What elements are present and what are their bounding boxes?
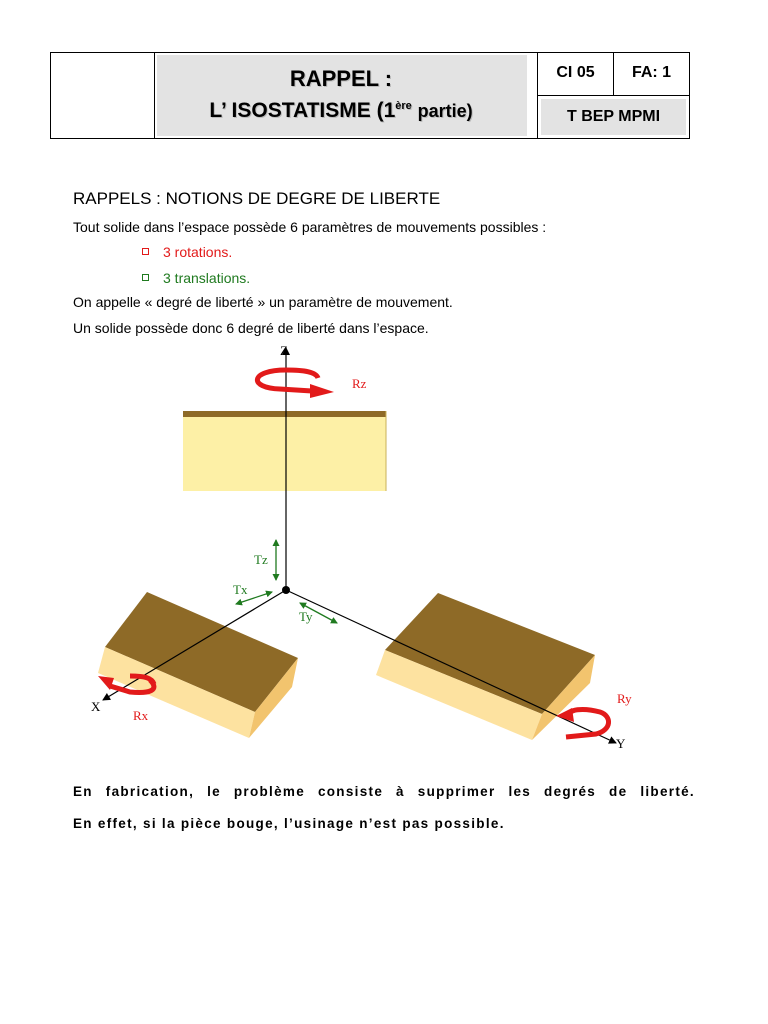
tz-label: Tz (254, 552, 268, 567)
intro-text: Tout solide dans l’espace possède 6 paramètres de mouvements possibles : (73, 219, 547, 235)
bullet-translations-text: 3 translations. (163, 270, 251, 286)
left-block (98, 592, 298, 738)
title-superscript: ère (395, 100, 412, 112)
x-axis-label: X (91, 699, 101, 714)
section-heading: RAPPELS : NOTIONS DE DEGRE DE LIBERTE (73, 189, 441, 208)
title-line-1: RAPPEL : (289, 66, 393, 91)
machining-statement: En effet, si la pièce bouge, l’usinage n’est pas possible. (73, 816, 505, 831)
z-axis-label: Z (280, 343, 288, 358)
rz-rotation-arrow (257, 370, 334, 398)
y-axis-label: Y (616, 736, 626, 751)
ci-cell: CI 05 (538, 53, 614, 96)
tx-label: Tx (233, 582, 248, 597)
title-line-2-main: L’ ISOSTATISME (1 (209, 99, 396, 122)
fa-cell: FA: 1 (614, 53, 689, 96)
title-line-2-end: partie) (417, 101, 473, 121)
ty-label: Ty (299, 609, 313, 624)
top-block (183, 411, 386, 491)
ry-rotation-arrow (556, 708, 609, 737)
origin-point (282, 586, 290, 594)
definition-text: On appelle « degré de liberté » un paramètre de mouvement. (73, 294, 453, 310)
rz-label: Rz (352, 376, 367, 391)
conclusion-text: Un solide possède donc 6 degré de liberté dans l’espace. (73, 320, 429, 336)
ry-label: Ry (617, 691, 632, 706)
fabrication-statement: En fabrication, le problème consiste à supprimer les degrés de liberté. (73, 784, 695, 799)
rx-label: Rx (133, 708, 149, 723)
bullet-rotations-text: 3 rotations. (163, 244, 233, 260)
class-name: T BEP MPMI (566, 108, 661, 125)
